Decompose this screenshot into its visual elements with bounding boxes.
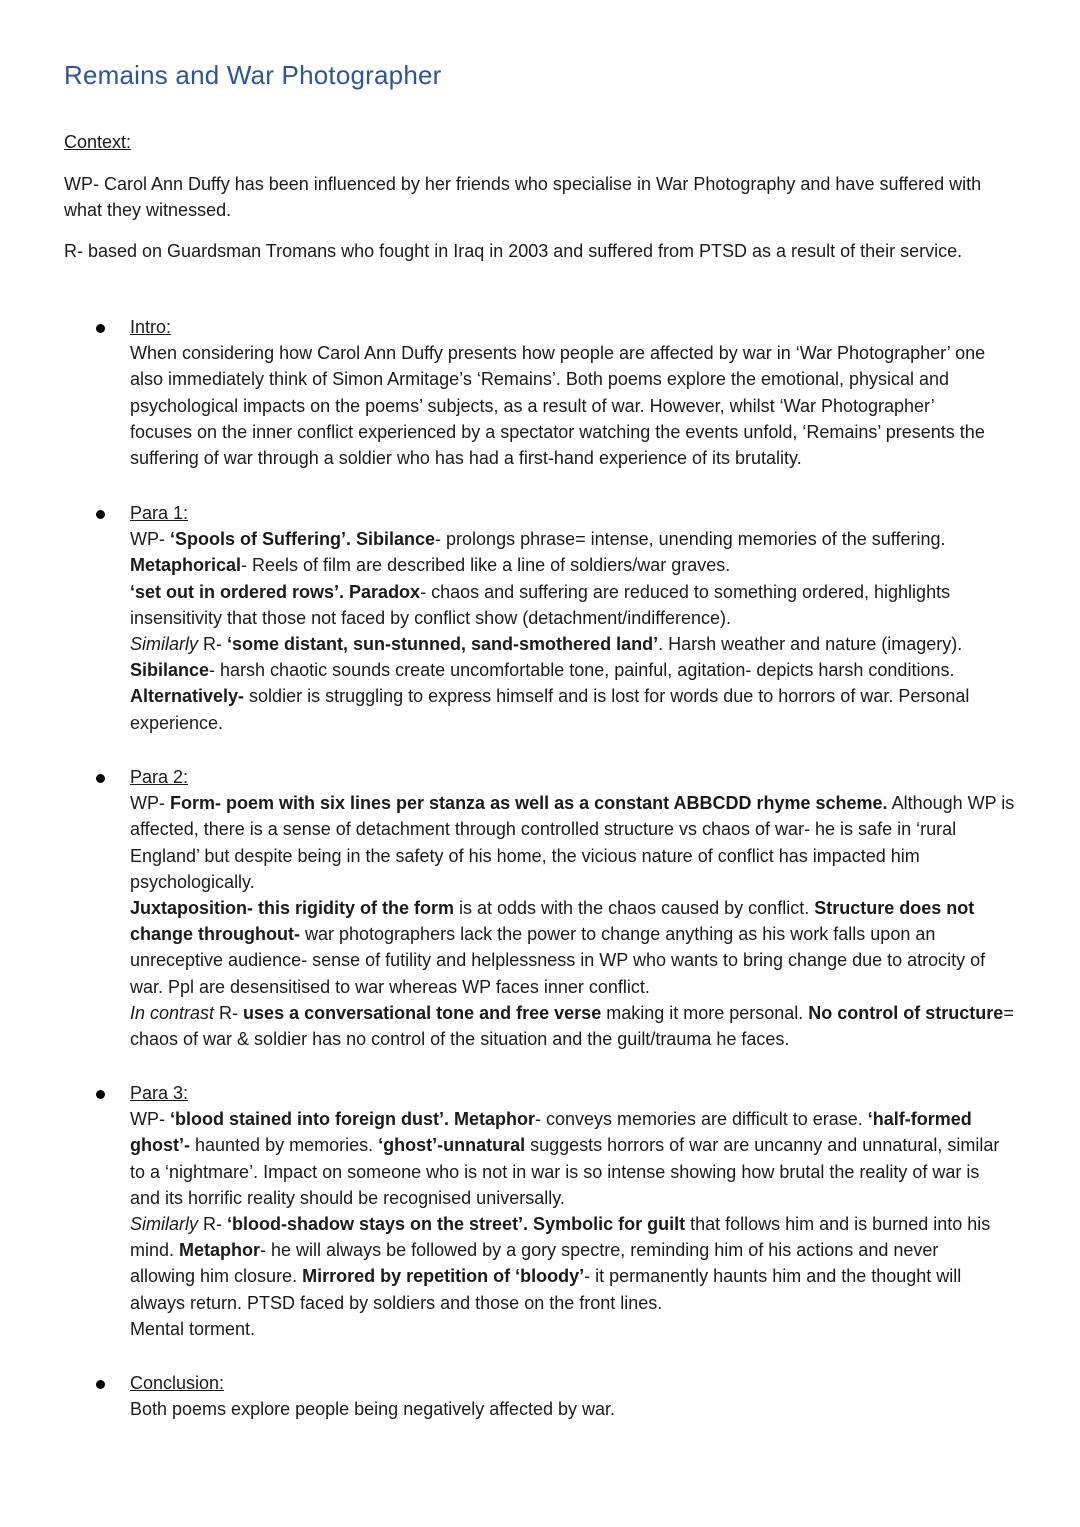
- intro-line: focuses on the inner conflict experienced by a spectator watching the events unfold, ‘Remains’ presents the: [130, 421, 985, 442]
- para1-line: insensitivity that those not faced by conflict show (detachment/indifference).: [130, 607, 731, 628]
- context-wp: WP- Carol Ann Duffy has been influenced by her friends who specialise in War Photography and have suffered with what they witnessed.: [64, 174, 982, 220]
- para1-line: Similarly R- ‘some distant, sun-stunned, sand-smothered land’. Harsh weather and nature (imagery).: [130, 634, 963, 655]
- intro-heading: Intro:: [130, 317, 172, 337]
- intro-body: [130, 314, 1010, 471]
- conclusion-body: [130, 1370, 1010, 1422]
- para2-line: war. Ppl are desensitised to war whereas WP faces inner conflict.: [130, 976, 650, 997]
- para2-body: [130, 764, 1015, 1052]
- bullet-icon: [96, 1380, 105, 1389]
- para3-line: WP- ‘blood stained into foreign dust’. Metaphor- conveys memories are difficult to erase. ‘half-formed: [130, 1109, 972, 1130]
- intro-line: also immediately think of Simon Armitage’s ‘Remains’. Both poems explore the emotional, physical and: [130, 369, 950, 390]
- para2-line: Juxtaposition- this rigidity of the form is at odds with the chaos caused by conflict. Structure does not: [130, 898, 975, 919]
- para3-line: Similarly R- ‘blood-shadow stays on the street’. Symbolic for guilt that follows him and is burned into his: [130, 1214, 991, 1235]
- conclusion-line: Both poems explore people being negatively affected by war.: [130, 1399, 615, 1420]
- para2-line: England’ but despite being in the safety of his home, the vicious nature of conflict has impacted him: [130, 845, 920, 866]
- para1-line: WP- ‘Spools of Suffering’. Sibilance- prolongs phrase= intense, unending memories of the suffering.: [130, 529, 946, 550]
- para1-line: Alternatively- soldier is struggling to express himself and is lost for words due to horrors of war. Personal: [130, 686, 970, 707]
- para2-line: unreceptive audience- sense of futility and helplessness in WP who wants to bring change due to atrocity of: [130, 950, 986, 971]
- para3-line: and its horrific reality should be recognised universally.: [130, 1187, 565, 1208]
- para3-line: always return. PTSD faced by soldiers and those on the front lines.: [130, 1292, 663, 1313]
- para1-line: Metaphorical- Reels of film are described like a line of soldiers/war graves.: [130, 555, 731, 576]
- para3-body: [130, 1080, 1010, 1342]
- para3-line: to a ‘nightmare’. Impact on someone who is not in war is so intense showing how brutal the reality of war is: [130, 1161, 980, 1182]
- context-r: R- based on Guardsman Tromans who fought in Iraq in 2003 and suffered from PTSD as a result of their service.: [64, 241, 963, 261]
- intro-line: psychological impacts on the poems’ subjects, as a result of war. However, whilst ‘War Photographer’: [130, 395, 935, 416]
- para2-line: affected, there is a sense of detachment through controlled structure vs chaos of war- he is safe in ‘rural: [130, 819, 957, 840]
- para3-line: ghost’- haunted by memories. ‘ghost’-unnatural suggests horrors of war are uncanny and unnatural, similar: [130, 1135, 1000, 1156]
- para2-line: In contrast R- uses a conversational tone and free verse making it more personal. No control of structure=: [130, 1002, 1014, 1023]
- para1-line: ‘set out in ordered rows’. Paradox- chaos and suffering are reduced to something ordered, highlights: [130, 581, 951, 602]
- para3-line: allowing him closure. Mirrored by repetition of ‘bloody’- it permanently haunts him and the thought will: [130, 1266, 962, 1287]
- bullet-icon: [96, 324, 105, 333]
- para1-heading: Para 1:: [130, 503, 189, 523]
- para3-line: mind. Metaphor- he will always be followed by a gory spectre, reminding him of his actions and never: [130, 1240, 939, 1261]
- para2-line: psychologically.: [130, 871, 255, 892]
- para2-line: change throughout- war photographers lack the power to change anything as his work falls upon an: [130, 924, 936, 945]
- bullet-icon: [96, 1090, 105, 1099]
- intro-line: suffering of war through a soldier who has had a first-hand experience of its brutality.: [130, 448, 802, 469]
- conclusion-heading: Conclusion:: [130, 1373, 225, 1393]
- para3-line: Mental torment.: [130, 1318, 256, 1339]
- para2-line: chaos of war & soldier has no control of the situation and the guilt/trauma he faces.: [130, 1029, 790, 1050]
- intro-line: When considering how Carol Ann Duffy presents how people are affected by war in ‘War Photographer’ one: [130, 343, 986, 364]
- para2-heading: Para 2:: [130, 767, 189, 787]
- para1-body: [130, 500, 1010, 736]
- para2-line: WP- Form- poem with six lines per stanza as well as a constant ABBCDD rhyme scheme. Although WP is: [130, 793, 1015, 814]
- bullet-icon: [96, 510, 105, 519]
- para1-line: experience.: [130, 712, 224, 733]
- para1-line: Sibilance- harsh chaotic sounds create uncomfortable tone, painful, agitation- depicts harsh conditions.: [130, 660, 955, 681]
- para3-heading: Para 3:: [130, 1083, 189, 1103]
- context-heading: Context:: [64, 132, 132, 152]
- bullet-icon: [96, 774, 105, 783]
- document-title: Remains and War Photographer: [64, 60, 442, 90]
